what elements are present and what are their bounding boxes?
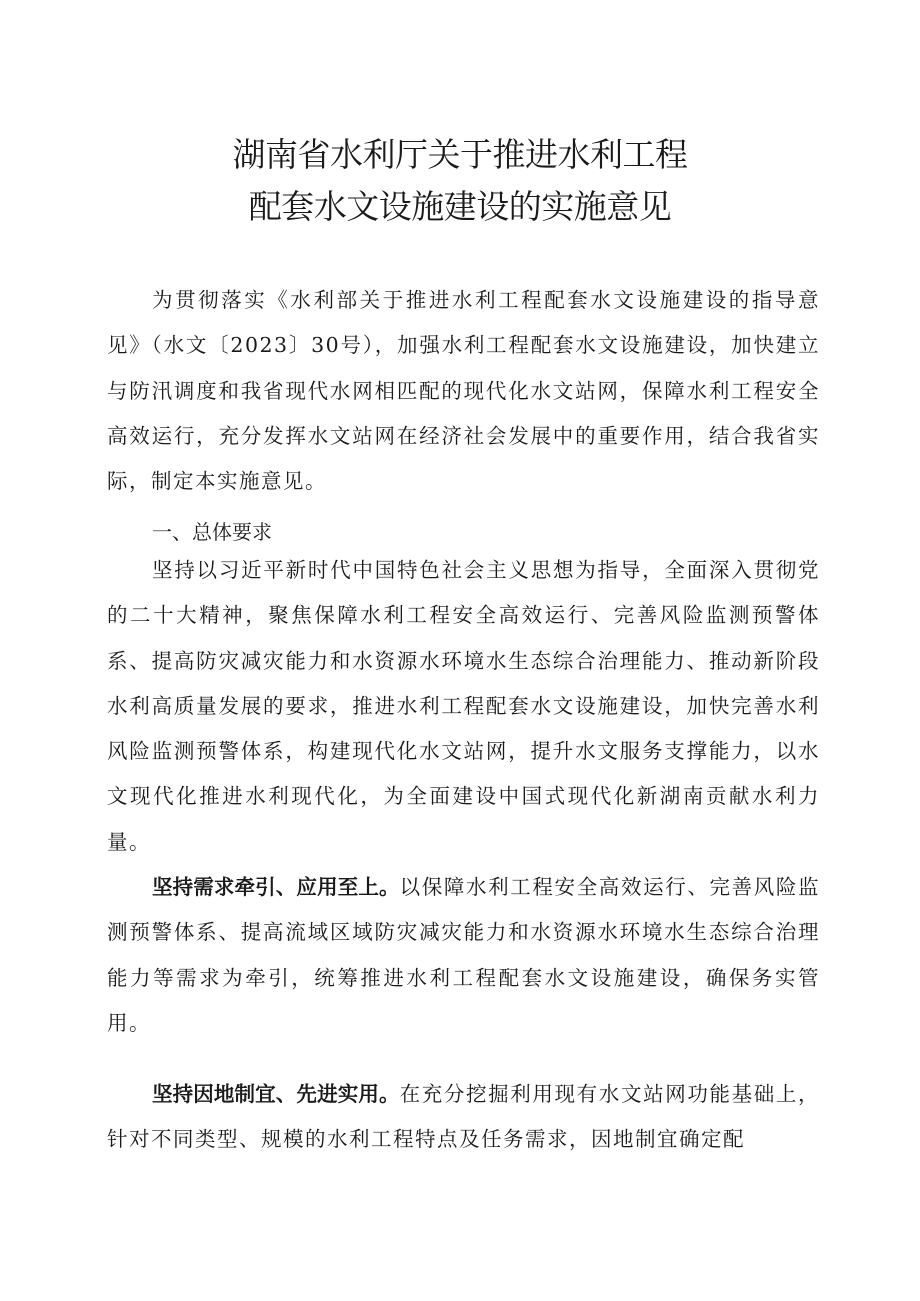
intro-paragraph: 为贯彻落实《水利部关于推进水利工程配套水文设施建设的指导意见》（水文〔2023〕30号），加强水利工程配套水文设施建设，加快建立与防汛调度和我省现代水网相匹配的现代化水文站网，保障水利工程安全高效运行，充分发挥水文站网在经济社会发展中的重要作用，结合我省实际，制定本实施意见。 [107,288,820,494]
principle-text-local-conditions: 在充分挖掘利用现有水文站网功能基础上，针对不同类型、规模的水利工程特点及任务需求，因地制宜确定配 [107,1082,821,1152]
section-heading-general-requirements: 一、总体要求 [152,520,272,544]
principle-lead-demand-driven: 坚持需求牵引、应用至上。 [152,875,400,899]
principle-paragraph-local-conditions [107,1072,820,1163]
general-requirements-paragraph: 坚持以习近平新时代中国特色社会主义思想为指导，全面深入贯彻党的二十大精神，聚焦保障水利工程安全高效运行、完善风险监测预警体系、提高防灾减灾能力和水资源水环境水生态综合治理能力、推动新阶段水利高质量发展的要求，推进水利工程配套水文设施建设，加快完善水利风险监测预警体系，构建现代化水文站网，提升水文服务支撑能力，以水文现代化推进水利现代化，为全面建设中国式现代化新湖南贡献水利力量。 [107,558,820,854]
principle-text-demand-driven: 以保障水利工程安全高效运行、完善风险监测预警体系、提高流域区域防灾减灾能力和水资源水环境水生态综合治理能力等需求为牵引，统筹推进水利工程配套水文设施建设，确保务实管用。 [107,875,821,1035]
document-title-line-1: 湖南省水利厅关于推进水利工程 [232,135,688,174]
principle-lead-local-conditions: 坚持因地制宜、先进实用。 [152,1082,400,1106]
document-title-line-2: 配套水文设施建设的实施意见 [248,187,672,226]
principle-paragraph-demand-driven [107,865,820,1046]
